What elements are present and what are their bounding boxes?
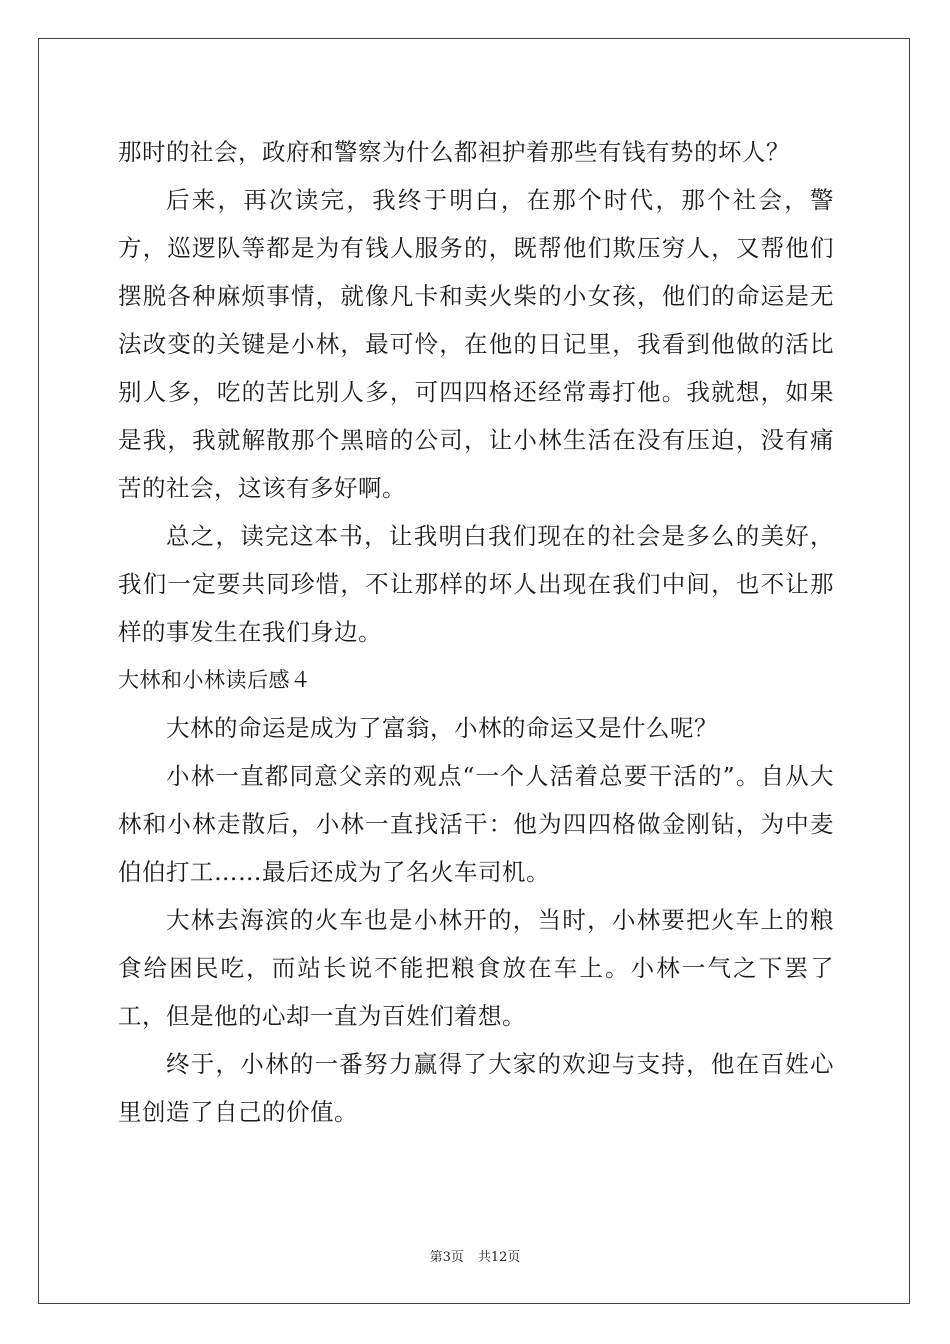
paragraph-2: 后来，再次读完，我终于明白，在那个时代，那个社会，警方，巡逻队等都是为有钱人服务的，既帮他们欺压穷人，又帮他们摆脱各种麻烦事情，就像凡卡和卖火柴的小女孩，他们的命运是无法改变的关键是小林，最可怜，在他的日记里，我看到他做的活比别人多，吃的苦比别人多，可四四格还经常毒打他。我就想，如果是我，我就解散那个黑暗的公司，让小林生活在没有压迫，没有痛苦的社会，这该有多好啊。 [118, 186, 834, 502]
paragraph-1: 那时的社会，政府和警察为什么都袒护着那些有钱有势的坏人？ [118, 138, 790, 166]
section-heading: 大林和小林读后感４ [118, 668, 312, 692]
page-number-total: 共12页 [477, 1250, 521, 1265]
section-paragraph-2: 小林一直都同意父亲的观点“一个人活着总要干活的”。自从大林和小林走散后，小林一直找活干：他为四四格做金刚钻，为中麦伯伯打工……最后还成为了名火车司机。 [118, 762, 834, 886]
section-paragraph-1: 大林的命运是成为了富翁，小林的命运又是什么呢？ [166, 714, 718, 742]
section-paragraph-4: 终于，小林的一番努力赢得了大家的欢迎与支持，他在百姓心里创造了自己的价值。 [118, 1050, 834, 1126]
paragraph-3: 总之，读完这本书，让我明白我们现在的社会是多么的美好，我们一定要共同珍惜，不让那样的坏人出现在我们中间，也不让那样的事发生在我们身边。 [118, 522, 834, 646]
page-footer [0, 1250, 950, 1266]
document-body [118, 128, 834, 1136]
page-number-current: 第3页 [429, 1250, 464, 1265]
section-paragraph-3: 大林去海滨的火车也是小林开的，当时，小林要把火车上的粮食给困民吃，而站长说不能把粮食放在车上。小林一气之下罢了工，但是他的心却一直为百姓们着想。 [118, 906, 834, 1030]
